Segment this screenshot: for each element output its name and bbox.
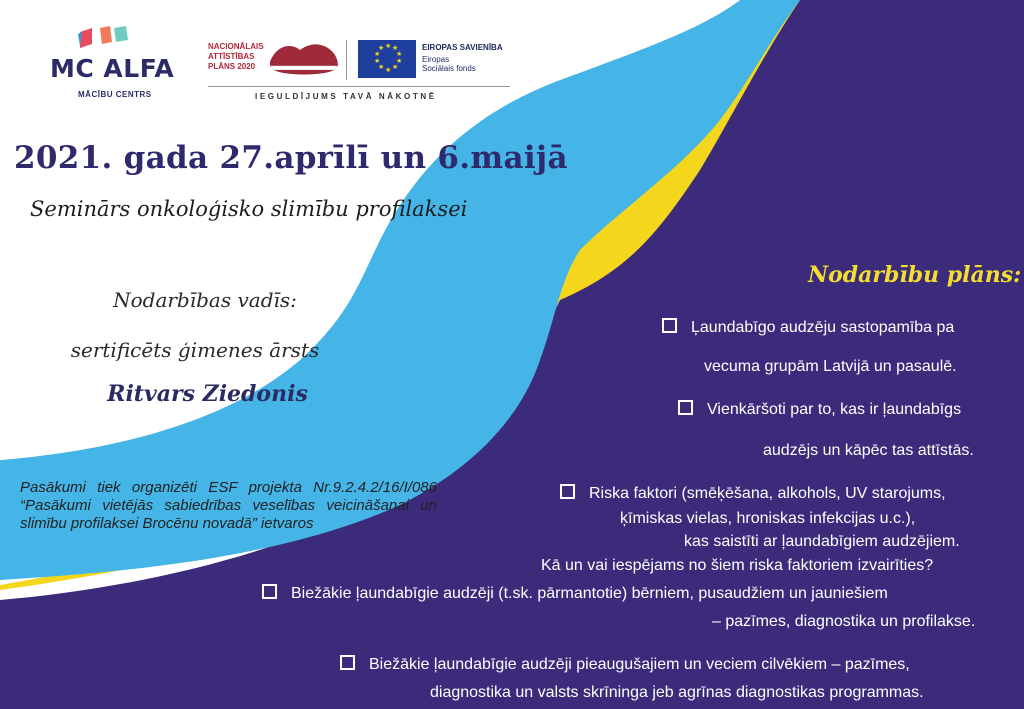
investment-slogan: IEGULDĪJUMS TAVĀ NĀKOTNĒ <box>255 92 437 101</box>
plan-item-3: Riska faktori (smēķēšana, alkohols, UV starojums, <box>560 484 946 503</box>
slogan-divider <box>208 86 510 87</box>
eu-fund: Eiropas Sociālais fonds <box>422 55 476 73</box>
svg-text:★: ★ <box>374 57 381 65</box>
plan-item-4-cont: – pazīmes, diagnostika un profilakse. <box>712 613 976 630</box>
svg-text:★: ★ <box>392 63 399 71</box>
eu-label: EIROPAS SAVIENĪBA <box>422 43 503 52</box>
plan-item-1-cont: vecuma grupām Latvijā un pasaulē. <box>704 358 957 375</box>
mc-alfa-subtitle: MĀCĪBU CENTRS <box>78 90 152 99</box>
seminar-title: Seminārs onkoloģisko slimību profilaksei <box>30 197 468 221</box>
plan-item-5: Biežākie ļaundabīgie audzēji pieaugušajiem un veciem cilvēkiem – pazīmes, <box>340 655 910 674</box>
checkbox-icon <box>662 318 677 333</box>
plan-item-3-cont-3: Kā un vai iespējams no šiem riska faktoriem izvairīties? <box>541 557 934 574</box>
logo-divider <box>346 40 347 80</box>
leader-role: sertificēts ģimenes ārsts <box>70 338 320 362</box>
plan-item-2-cont: audzējs un kāpēc tas attīstās. <box>763 442 974 459</box>
national-plan-text: NACIONĀLAIS ATTĪSTĪBAS PLĀNS 2020 <box>208 42 264 71</box>
svg-text:★: ★ <box>385 42 392 50</box>
latvia-flag-icon <box>268 40 340 78</box>
plan-item-3-cont-1: ķīmiskas vielas, hroniskas infekcijas u.c.), <box>620 510 916 527</box>
checkbox-icon <box>678 400 693 415</box>
svg-text:★: ★ <box>374 50 381 58</box>
plan-item-5-cont: diagnostika un valsts skrīninga jeb agrīnas diagnostikas programmas. <box>430 684 924 701</box>
checkbox-icon <box>262 584 277 599</box>
plan-item-4: Biežākie ļaundabīgie audzēji (t.sk. pārmantotie) bērniem, pusaudžiem un jauniešiem <box>262 584 888 603</box>
event-date: 2021. gada 27.aprīlī un 6.maijā <box>14 140 568 176</box>
checkbox-icon <box>560 484 575 499</box>
leader-label: Nodarbības vadīs: <box>113 288 297 312</box>
plan-item-3-cont-2: kas saistīti ar ļaundabīgiem audzējiem. <box>684 533 960 550</box>
svg-text:★: ★ <box>396 57 403 65</box>
esf-note: Pasākumi tiek organizēti ESF projekta Nr.9.2.4.2/16/I/086 “Pasākumi vietējās sabiedrības veselības veicināšanai un slimību profilaksei Brocēnu novadā” ietvaros <box>20 479 437 532</box>
svg-text:★: ★ <box>378 63 385 71</box>
svg-text:★: ★ <box>396 50 403 58</box>
mc-alfa-name: MC ALFA <box>50 54 175 83</box>
svg-text:★: ★ <box>378 44 385 52</box>
plan-item-1: Ļaundabīgo audzēju sastopamība pa <box>662 318 954 337</box>
svg-text:★: ★ <box>392 44 399 52</box>
svg-text:★: ★ <box>385 66 392 74</box>
eu-flag-icon <box>358 40 416 78</box>
plan-item-2: Vienkāršoti par to, kas ir ļaundabīgs <box>678 400 961 419</box>
plan-title: Nodarbību plāns: <box>808 262 1022 288</box>
checkbox-icon <box>340 655 355 670</box>
leader-name: Ritvars Ziedonis <box>107 381 308 407</box>
